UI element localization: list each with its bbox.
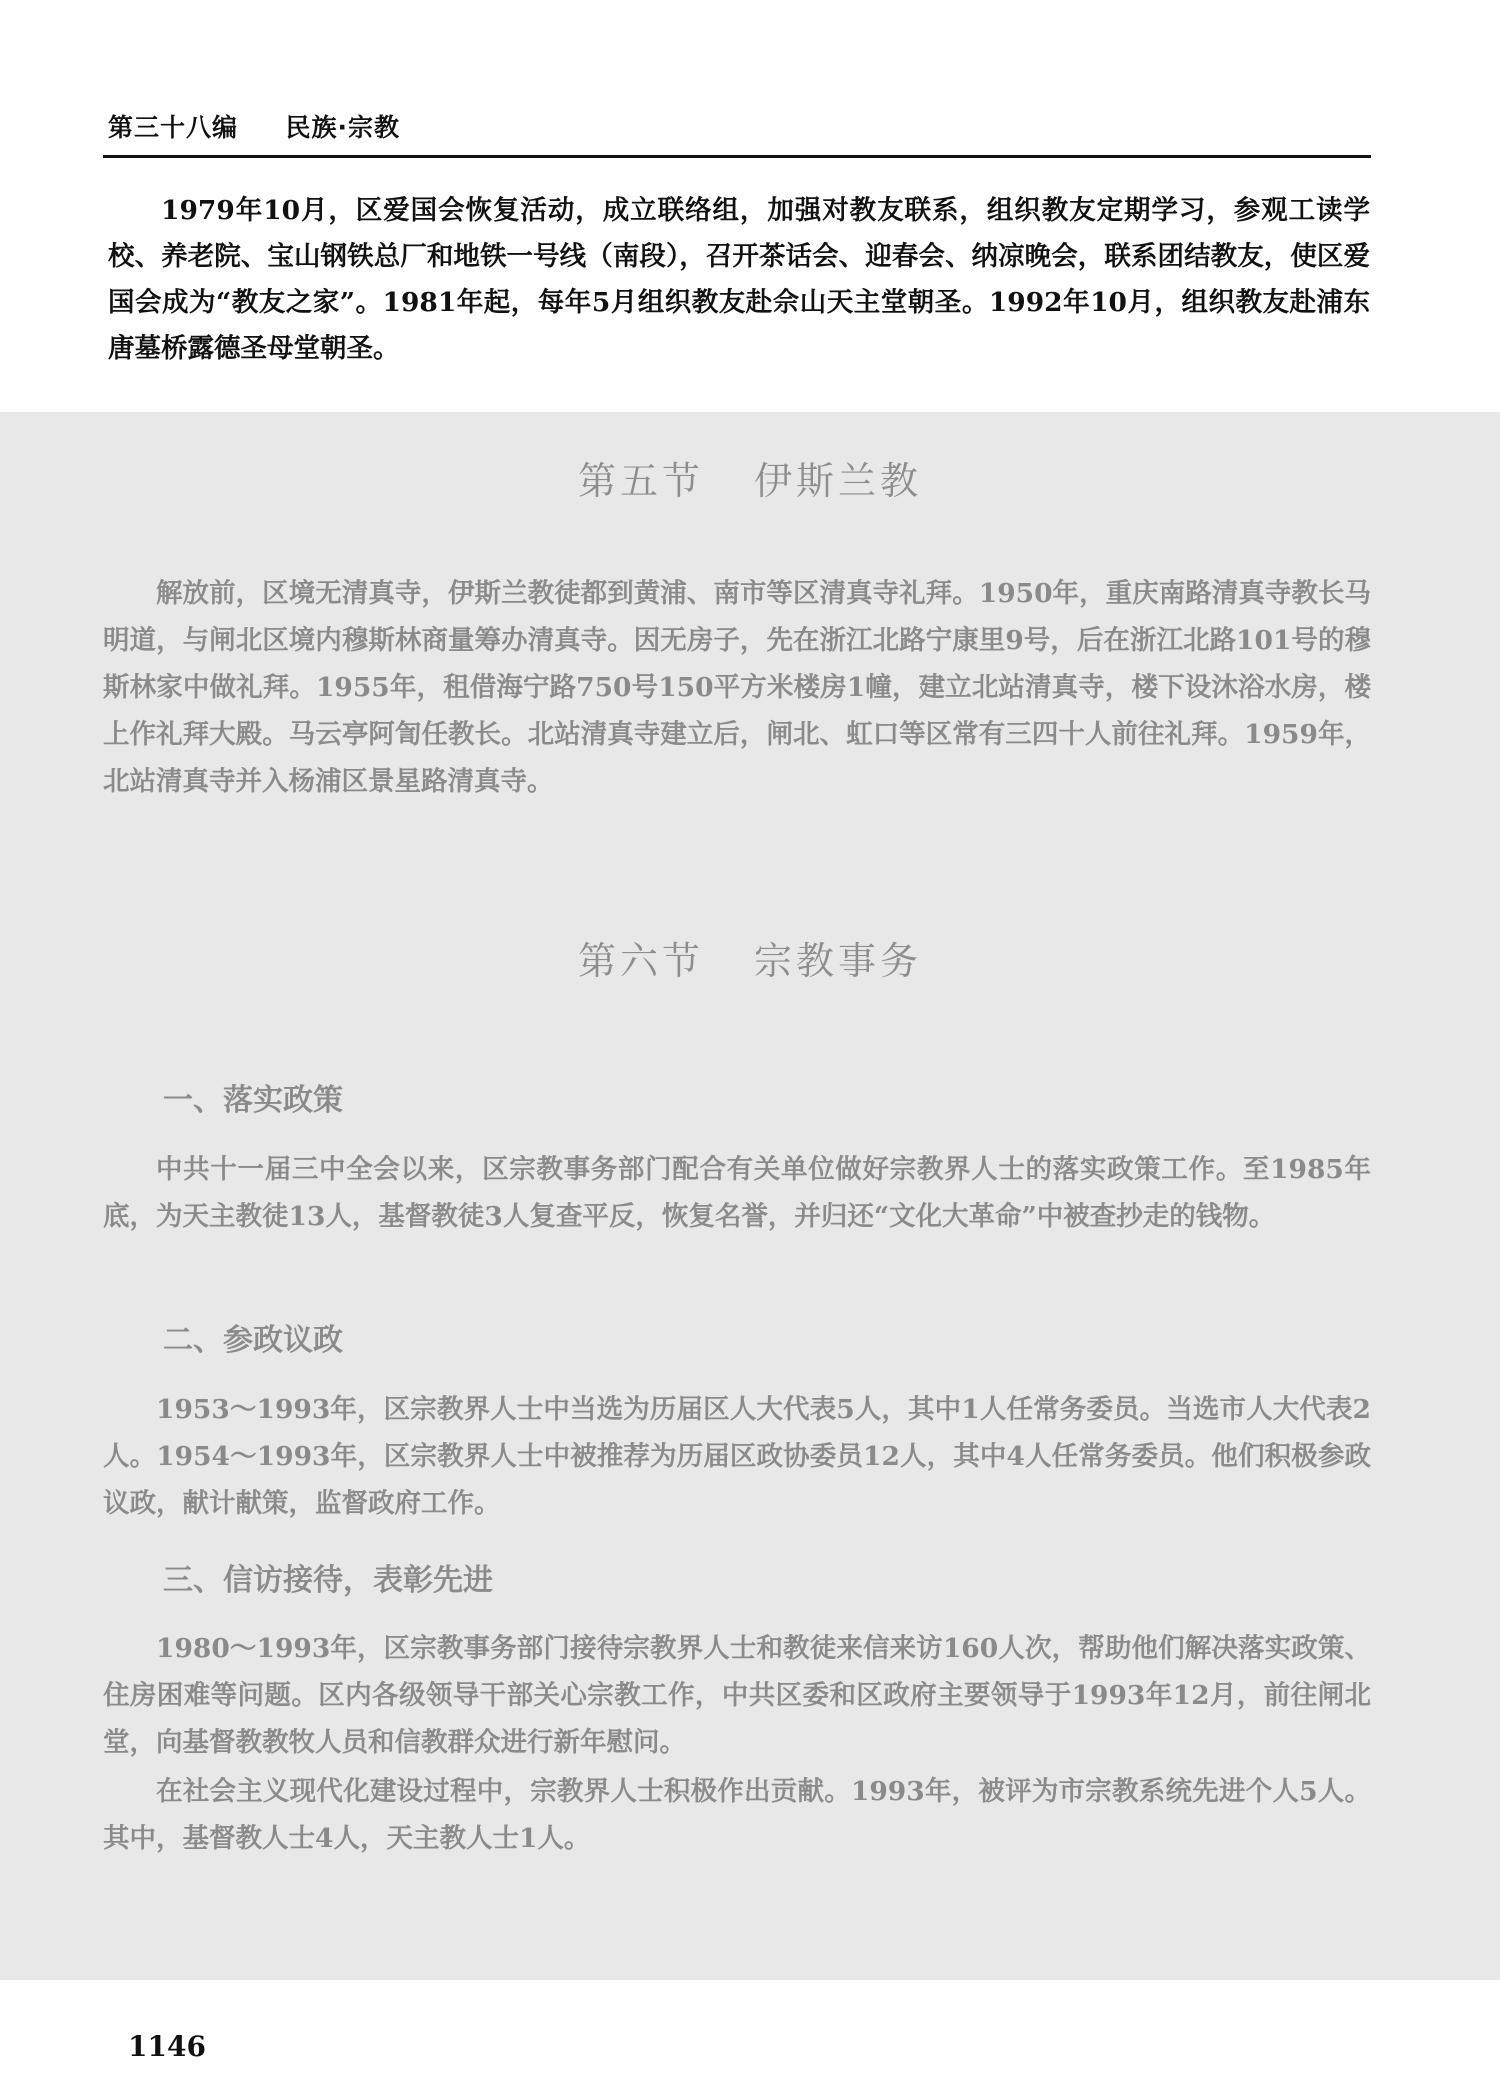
section-title-6 (0, 930, 1500, 985)
section-5-number: 第五节 (577, 459, 704, 503)
header-part: 第三十八编 (108, 113, 239, 142)
intro-paragraph: 1979年10月，区爱国会恢复活动，成立联络组，加强对教友联系，组织教友定期学习，参观工读学校、养老院、宝山钢铁总厂和地铁一号线（南段），召开茶话会、迎春会、纳凉晚会，联系团结教友，使区爱国会成为“教友之家”。1981年起，每年5月组织教友赴佘山天主堂朝圣。1992年10月，组织教友赴浦东唐墓桥露德圣母堂朝圣。 (108, 195, 1370, 364)
running-header (108, 108, 1370, 144)
subhead-petitions-commendation: 三、信访接待，表彰先进 (163, 1563, 493, 1598)
section-6-name: 宗教事务 (754, 939, 923, 983)
section-6-number: 第六节 (577, 939, 704, 983)
page-number: 1146 (128, 2030, 206, 2063)
header-rule (103, 155, 1371, 158)
subhead-political-participation: 二、参政议政 (163, 1323, 343, 1358)
paragraph-petitions: 1980～1993年，区宗教事务部门接待宗教界人士和教徒来信来访160人次，帮助他们解决落实政策、住房困难等问题。区内各级领导干部关心宗教工作，中共区委和区政府主要领导于1993年12月，前往闸北堂，向基督教教牧人员和信教群众进行新年慰问。 (103, 1633, 1371, 1758)
subhead-implement-policy: 一、落实政策 (163, 1083, 343, 1118)
section-5-name: 伊斯兰教 (754, 459, 923, 503)
paragraph-implement-policy: 中共十一届三中全会以来，区宗教事务部门配合有关单位做好宗教界人士的落实政策工作。至1985年底，为天主教徒13人，基督教徒3人复查平反，恢复名誉，并归还“文化大革命”中被查抄走的钱物。 (103, 1154, 1371, 1232)
section-5-paragraph: 解放前，区境无清真寺，伊斯兰教徒都到黄浦、南市等区清真寺礼拜。1950年，重庆南路清真寺教长马明道，与闸北区境内穆斯林商量筹办清真寺。因无房子，先在浙江北路宁康里9号，后在浙江北路101号的穆斯林家中做礼拜。1955年，租借海宁路750号150平方米楼房1幢，建立北站清真寺，楼下设沐浴水房，楼上作礼拜大殿。马云亭阿訇任教长。北站清真寺建立后，闸北、虹口等区常有三四十人前往礼拜。1959年，北站清真寺并入杨浦区景星路清真寺。 (103, 578, 1371, 797)
section-title-5 (0, 450, 1500, 505)
header-title: 民族·宗教 (285, 113, 400, 142)
paragraph-political-participation: 1953～1993年，区宗教界人士中当选为历届区人大代表5人，其中1人任常务委员。当选市人大代表2人。1954～1993年，区宗教界人士中被推荐为历届区政协委员12人，其中4人任常务委员。他们积极参政议政，献计献策，监督政府工作。 (103, 1394, 1371, 1519)
paragraph-commendation: 在社会主义现代化建设过程中，宗教界人士积极作出贡献。1993年，被评为市宗教系统先进个人5人。其中，基督教人士4人，天主教人士1人。 (103, 1776, 1371, 1854)
